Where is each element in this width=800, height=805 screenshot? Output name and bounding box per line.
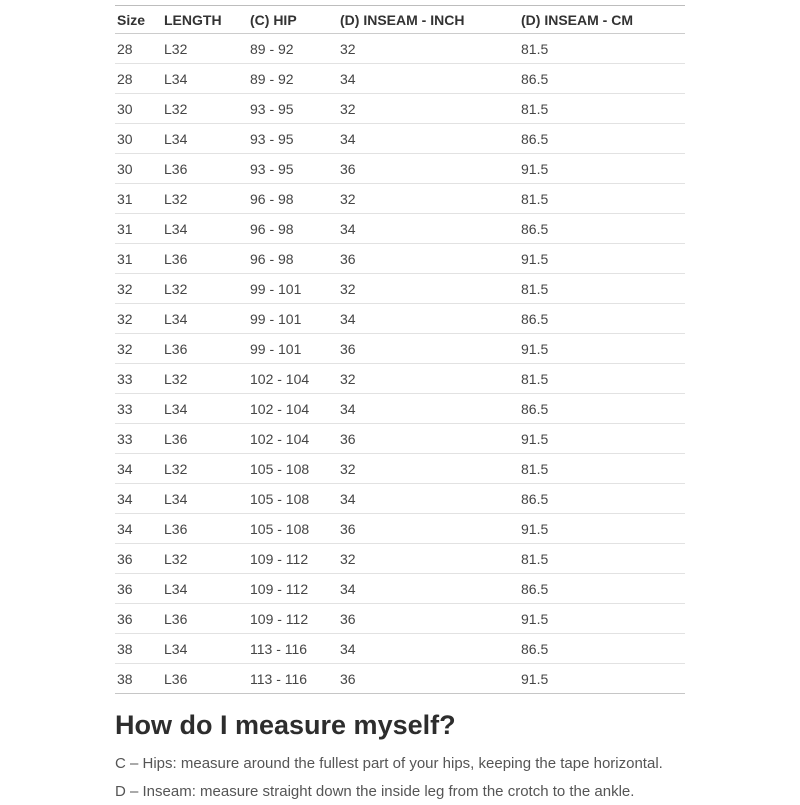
table-cell: 34 (338, 634, 519, 664)
table-cell: 36 (338, 154, 519, 184)
table-row (115, 394, 685, 424)
size-chart-body (115, 34, 685, 694)
table-row (115, 304, 685, 334)
table-cell: L36 (162, 604, 248, 634)
table-cell: 36 (115, 574, 162, 604)
table-cell: L36 (162, 334, 248, 364)
table-cell: 36 (338, 664, 519, 694)
table-row (115, 34, 685, 64)
table-cell: 86.5 (519, 64, 685, 94)
table-cell: 99 - 101 (248, 274, 338, 304)
table-row (115, 154, 685, 184)
table-cell: L34 (162, 214, 248, 244)
table-cell: 89 - 92 (248, 34, 338, 64)
table-cell: L32 (162, 364, 248, 394)
table-header-row (115, 6, 685, 34)
table-cell: 86.5 (519, 124, 685, 154)
table-cell: 109 - 112 (248, 604, 338, 634)
table-cell: 30 (115, 124, 162, 154)
table-cell: 34 (115, 454, 162, 484)
table-cell: 81.5 (519, 364, 685, 394)
table-cell: 34 (115, 514, 162, 544)
table-cell: L32 (162, 34, 248, 64)
table-cell: 32 (115, 304, 162, 334)
table-cell: 102 - 104 (248, 424, 338, 454)
table-cell: 34 (338, 124, 519, 154)
table-cell: 113 - 116 (248, 634, 338, 664)
table-cell: 105 - 108 (248, 514, 338, 544)
table-cell: 89 - 92 (248, 64, 338, 94)
table-cell: 96 - 98 (248, 184, 338, 214)
table-cell: 34 (338, 484, 519, 514)
table-cell: 33 (115, 394, 162, 424)
table-row (115, 454, 685, 484)
table-cell: 30 (115, 94, 162, 124)
table-cell: 36 (338, 514, 519, 544)
table-cell: L36 (162, 424, 248, 454)
table-cell: 102 - 104 (248, 394, 338, 424)
table-cell: 32 (338, 274, 519, 304)
table-cell: 81.5 (519, 454, 685, 484)
table-cell: 32 (338, 34, 519, 64)
table-cell: 81.5 (519, 94, 685, 124)
table-cell: 109 - 112 (248, 544, 338, 574)
table-cell: L32 (162, 274, 248, 304)
table-cell: 96 - 98 (248, 214, 338, 244)
table-cell: L34 (162, 574, 248, 604)
table-row (115, 664, 685, 694)
table-cell: 32 (338, 94, 519, 124)
table-cell: 86.5 (519, 304, 685, 334)
table-cell: L34 (162, 484, 248, 514)
table-row (115, 124, 685, 154)
table-cell: L34 (162, 394, 248, 424)
table-cell: 86.5 (519, 214, 685, 244)
table-cell: 32 (338, 364, 519, 394)
table-cell: 31 (115, 214, 162, 244)
table-row (115, 364, 685, 394)
table-cell: 86.5 (519, 484, 685, 514)
table-cell: 36 (115, 604, 162, 634)
table-cell: 93 - 95 (248, 154, 338, 184)
table-cell: 30 (115, 154, 162, 184)
table-cell: 81.5 (519, 544, 685, 574)
table-cell: L34 (162, 64, 248, 94)
hips-instruction: C – Hips: measure around the fullest part of your hips, keeping the tape horizontal. (115, 755, 663, 772)
table-cell: 32 (115, 274, 162, 304)
table-cell: 32 (338, 454, 519, 484)
table-cell: 36 (338, 334, 519, 364)
table-row (115, 244, 685, 274)
table-cell: 32 (338, 544, 519, 574)
table-cell: L32 (162, 94, 248, 124)
table-cell: 34 (338, 64, 519, 94)
table-cell: 34 (338, 214, 519, 244)
inseam-instruction: D – Inseam: measure straight down the inside leg from the crotch to the ankle. (115, 783, 635, 800)
table-row (115, 274, 685, 304)
table-row (115, 214, 685, 244)
table-cell: 28 (115, 34, 162, 64)
table-row (115, 484, 685, 514)
table-cell: 91.5 (519, 154, 685, 184)
table-row (115, 94, 685, 124)
table-cell: L32 (162, 454, 248, 484)
table-row (115, 574, 685, 604)
table-cell: L32 (162, 544, 248, 574)
table-cell: 33 (115, 424, 162, 454)
table-cell: 81.5 (519, 184, 685, 214)
table-cell: 36 (338, 604, 519, 634)
table-cell: 38 (115, 634, 162, 664)
table-cell: 91.5 (519, 514, 685, 544)
table-cell: 99 - 101 (248, 304, 338, 334)
table-cell: 91.5 (519, 244, 685, 274)
table-row (115, 514, 685, 544)
table-cell: 32 (338, 184, 519, 214)
table-row (115, 634, 685, 664)
column-header-length: LENGTH (162, 6, 248, 34)
table-cell: 31 (115, 184, 162, 214)
table-cell: 113 - 116 (248, 664, 338, 694)
table-cell: 34 (115, 484, 162, 514)
column-header-inseam-inch: (D) INSEAM - INCH (338, 6, 519, 34)
table-cell: L34 (162, 124, 248, 154)
table-cell: 81.5 (519, 34, 685, 64)
table-cell: 102 - 104 (248, 364, 338, 394)
table-cell: 36 (115, 544, 162, 574)
table-cell: 34 (338, 394, 519, 424)
table-cell: 105 - 108 (248, 484, 338, 514)
table-cell: L36 (162, 514, 248, 544)
table-cell: 91.5 (519, 604, 685, 634)
table-cell: 38 (115, 664, 162, 694)
table-cell: 96 - 98 (248, 244, 338, 274)
table-row (115, 184, 685, 214)
table-cell: L34 (162, 634, 248, 664)
table-row (115, 604, 685, 634)
table-cell: 28 (115, 64, 162, 94)
table-cell: 86.5 (519, 574, 685, 604)
table-cell: 34 (338, 304, 519, 334)
table-cell: 93 - 95 (248, 94, 338, 124)
table-row (115, 64, 685, 94)
table-cell: 33 (115, 364, 162, 394)
table-cell: 91.5 (519, 334, 685, 364)
table-cell: 93 - 95 (248, 124, 338, 154)
table-cell: 34 (338, 574, 519, 604)
column-header-size: Size (115, 6, 162, 34)
table-row (115, 424, 685, 454)
table-cell: 32 (115, 334, 162, 364)
table-cell: 109 - 112 (248, 574, 338, 604)
table-cell: 81.5 (519, 274, 685, 304)
table-cell: L36 (162, 244, 248, 274)
table-cell: L34 (162, 304, 248, 334)
table-cell: 86.5 (519, 634, 685, 664)
table-row (115, 334, 685, 364)
column-header-hip: (C) HIP (248, 6, 338, 34)
table-cell: 86.5 (519, 394, 685, 424)
table-cell: L36 (162, 154, 248, 184)
measure-heading: How do I measure myself? (115, 710, 456, 740)
table-cell: 105 - 108 (248, 454, 338, 484)
column-header-inseam-cm: (D) INSEAM - CM (519, 6, 685, 34)
table-cell: L36 (162, 664, 248, 694)
table-cell: 91.5 (519, 664, 685, 694)
table-cell: 99 - 101 (248, 334, 338, 364)
table-cell: 91.5 (519, 424, 685, 454)
table-cell: 36 (338, 244, 519, 274)
table-cell: 36 (338, 424, 519, 454)
table-cell: 31 (115, 244, 162, 274)
table-row (115, 544, 685, 574)
size-chart-table (115, 5, 685, 694)
size-chart-section (115, 5, 685, 802)
table-cell: L32 (162, 184, 248, 214)
